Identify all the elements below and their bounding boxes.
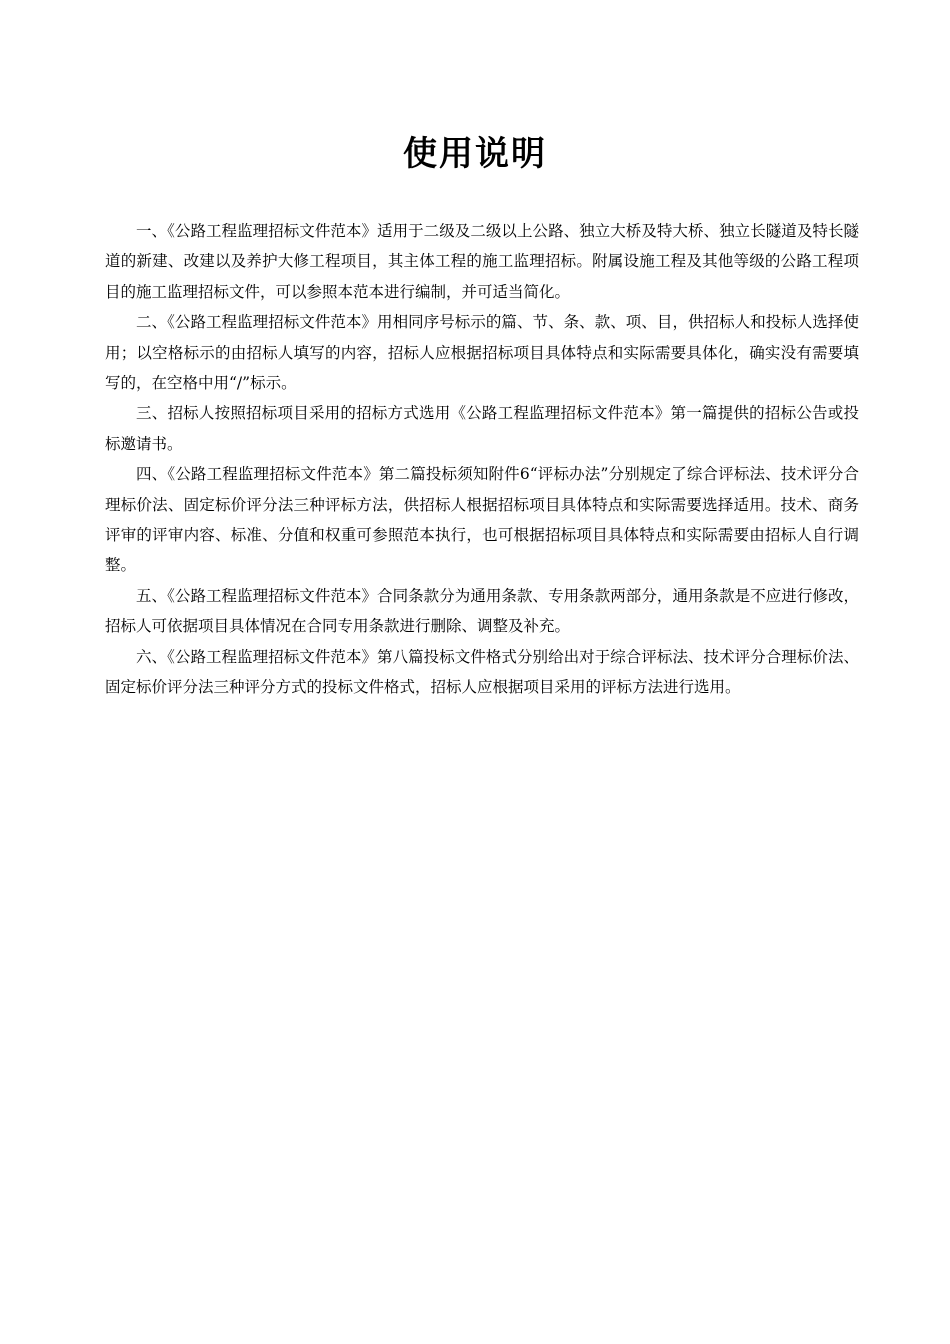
paragraph-2: 二、《公路工程监理招标文件范本》用相同序号标示的篇、节、条、款、项、目，供招标人和投标人选择使用；以空格标示的由招标人填写的内容，招标人应根据招标项目具体特点和实际需要具体化，确实没有需要填写的，在空格中用“/”标示。 — [105, 313, 859, 393]
page-title: 使用说明 — [403, 134, 547, 174]
paragraph-1: 一、《公路工程监理招标文件范本》适用于二级及二级以上公路、独立大桥及特大桥、独立长隧道及特长隧道的新建、改建以及养护大修工程项目，其主体工程的施工监理招标。附属设施工程及其他等级的公路工程项目的施工监理招标文件，可以参照本范本进行编制，并可适当简化。 — [105, 222, 859, 301]
instructions-body — [105, 216, 859, 703]
paragraph-6: 六、《公路工程监理招标文件范本》第八篇投标文件格式分别给出对于综合评标法、技术评分合理标价法、固定标价评分法三种评分方式的投标文件格式，招标人应根据项目采用的评标方法进行选用。 — [105, 647, 859, 697]
paragraph-3: 三、招标人按照招标项目采用的招标方式选用《公路工程监理招标文件范本》第一篇提供的招标公告或投标邀请书。 — [105, 404, 859, 453]
paragraph-4: 四、《公路工程监理招标文件范本》第二篇投标须知附件6“评标办法”分别规定了综合评标法、技术评分合理标价法、固定标价评分法三种评标方法，供招标人根据招标项目具体特点和实际需要选择适用。技术、商务评审的评审内容、标准、分值和权重可参照范本执行，也可根据招标项目具体特点和实际需要由招标人自行调整。 — [105, 465, 859, 575]
paragraph-5: 五、《公路工程监理招标文件范本》合同条款分为通用条款、专用条款两部分，通用条款是不应进行修改，招标人可依据项目具体情况在合同专用条款进行删除、调整及补充。 — [105, 586, 859, 636]
